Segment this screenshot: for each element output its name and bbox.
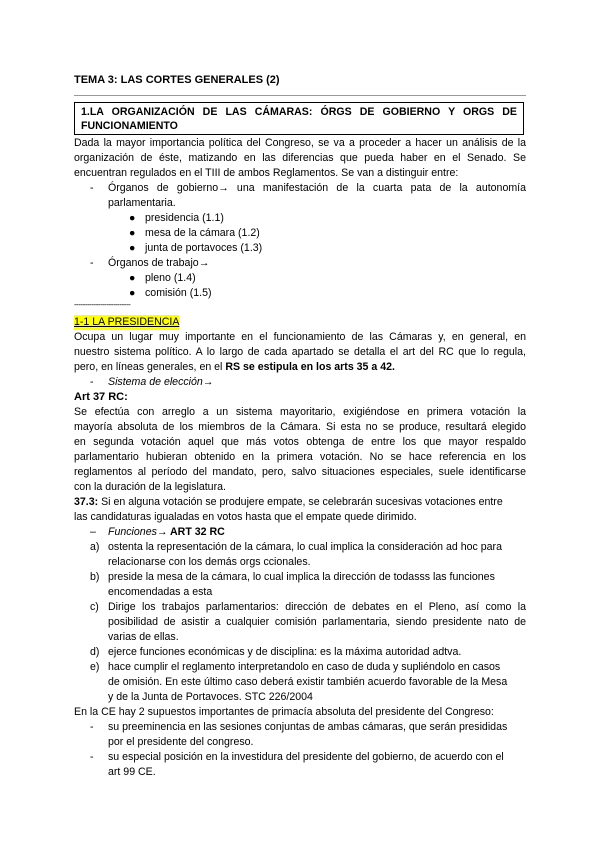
bullet-icon: ●: [129, 212, 136, 224]
gobierno-line: Órganos de gobierno→ una manifestación de la cuarta pata de la autonomía: [108, 182, 526, 194]
funcion-line: de omisión. En este último caso deberá existir también acuerdo favorable de la Mesa: [108, 676, 508, 688]
funcion-line: ostenta la representación de la cámara, lo cual implica la consideración ad hoc para: [108, 541, 502, 553]
list-item: comisión (1.5): [145, 287, 212, 299]
list-item: pleno (1.4): [145, 272, 196, 284]
list-item: mesa de la cámara (1.2): [145, 227, 260, 239]
art37-line: con la duración de la legislatura.: [74, 481, 226, 493]
intro-line: encuentran regulados en el TIII de ambos Reglamentos. Se van a distinguir entre:: [74, 167, 459, 179]
ce-intro: En la CE hay 2 supuestos importantes de primacía absoluta del presidente del Congreso:: [74, 706, 494, 718]
dash-bullet: -: [90, 182, 94, 194]
list-item: presidencia (1.1): [145, 212, 224, 224]
funcion-line: preside la mesa de la cámara, lo cual implica la dirección de todasss las funciones: [108, 571, 495, 583]
funcion-line: hace cumplir el reglamento interpretandolo en caso de duda y supliéndolo en casos: [108, 661, 501, 673]
bullet-icon: ●: [129, 287, 136, 299]
ce-line: su preeminencia en las sesiones conjuntas de ambas cámaras, que serán presididas: [108, 721, 508, 733]
art37-line: reglamentos al período del mandato, pero, salvo situaciones especiales, suele identificarse: [74, 466, 526, 478]
separator: --------------------------: [74, 300, 131, 309]
dash-bullet: -: [90, 721, 94, 733]
bullet-icon: ●: [129, 227, 136, 239]
funciones-heading: [108, 525, 225, 540]
ce-line: art 99 CE.: [108, 766, 156, 778]
funcion-line: ejerce funciones económicas y de disciplina: es la máxima autoridad adtva.: [108, 646, 462, 658]
art373-label: 37.3:: [74, 496, 99, 508]
funcion-line: relacionarse con los demás orgs ccionales.: [108, 556, 311, 568]
page-title: TEMA 3: LAS CORTES GENERALES (2): [74, 74, 280, 86]
funciones-art: ART 32 RC: [167, 526, 225, 538]
dash-bullet: -: [90, 376, 94, 388]
section-heading-box: [74, 102, 524, 135]
sistema-eleccion: Sistema de elección→: [108, 376, 214, 388]
item-letter: a): [90, 541, 100, 553]
art373-line: las candidaturas igualadas en votos hasta que el empate quede dirimido.: [74, 511, 417, 523]
intro-line: Dada la mayor importancia política del Congreso, se va a proceder a hacer un análisis de la: [74, 137, 526, 149]
presidencia-line: Ocupa un lugar muy importante en el funcionamiento de las Cámaras y, en general, en: [74, 331, 526, 343]
intro-line: organización de éste, matizando en las diferencias que pueda haber en el Senado. Se: [74, 152, 526, 164]
trabajo-line: Órganos de trabajo→: [108, 257, 210, 269]
presidencia-line: nuestro sistema político. A lo largo de cada apartado se detalla el art del RC que lo regula,: [74, 346, 526, 358]
funcion-line: encomendadas a esta: [108, 586, 213, 598]
presidencia-text: pero, en líneas generales, en el: [74, 361, 226, 373]
art37-line: mayoría absoluta de los miembros de la Cámara. Si esta no se produce, resultará elegido: [74, 421, 526, 433]
funcion-line: y de la Junta de Portavoces. STC 226/2004: [108, 691, 313, 703]
item-letter: d): [90, 646, 100, 658]
funciones-label: Funciones→: [108, 526, 168, 538]
art373-line-wrap: [74, 495, 526, 510]
title-divider: [74, 95, 526, 96]
bullet-icon: ●: [129, 272, 136, 284]
ce-line: su especial posición en la investidura del presidente del gobierno, de acuerdo con el: [108, 751, 504, 763]
art373-text: Si en alguna votación se produjere empate, se celebrarán sucesivas votaciones entre: [98, 496, 503, 508]
subsection-heading: 1-1 LA PRESIDENCIA: [74, 316, 180, 328]
dash-bullet: -: [90, 751, 94, 763]
funcion-line: Dirige los trabajos parlamentarios: dirección de debates en el Pleno, así como la: [108, 601, 526, 613]
art37-line: en segunda votación aquel que más votos obtenga de entre los que mayor respaldo: [74, 436, 526, 448]
funcion-line: varias de ellas.: [108, 631, 179, 643]
gobierno-line: parlamentaria.: [108, 197, 176, 209]
list-item: junta de portavoces (1.3): [145, 242, 263, 254]
item-letter: e): [90, 661, 100, 673]
presidencia-line-wrap: [74, 360, 526, 375]
presidencia-bold: RS se estipula en los arts 35 a 42.: [225, 361, 395, 373]
art37-line: Se efectúa con arreglo a un sistema mayoritario, exigiéndose en primera votación la: [74, 406, 526, 418]
bullet-icon: ●: [129, 242, 136, 254]
funcion-line: posibilidad de asistir a cualquier comisión parlamentaria, siendo presidente nato de: [108, 616, 526, 628]
art37-label: Art 37 RC:: [74, 391, 128, 403]
item-letter: c): [90, 601, 99, 613]
ce-line: por el presidente del congreso.: [108, 736, 254, 748]
section-heading: 1.LA ORGANIZACIÓN DE LAS CÁMARAS: ÓRGS DE GOBIERNO Y ORGS DE FUNCIONAMIENTO: [81, 106, 517, 132]
dash-bullet: –: [90, 526, 96, 538]
item-letter: b): [90, 571, 100, 583]
dash-bullet: -: [90, 257, 94, 269]
art37-line: parlamentario hubieran obtenido en la primera votación. No se hace referencia en los: [74, 451, 526, 463]
